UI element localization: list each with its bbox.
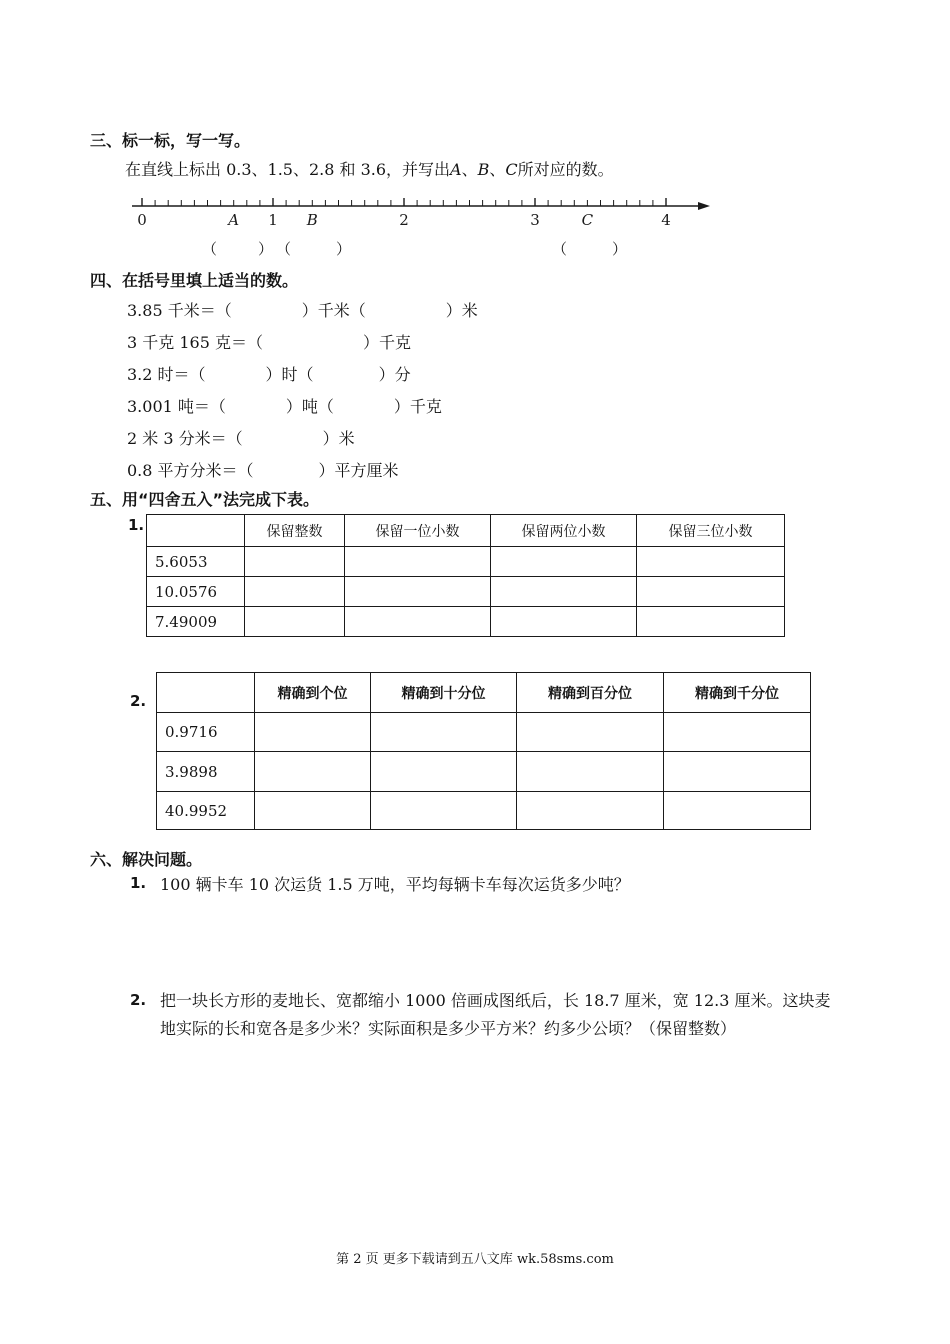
section6-title: 六、解决问题。	[90, 850, 203, 869]
table-row	[147, 607, 785, 637]
answer-cell[interactable]	[345, 577, 491, 607]
row-value: 40.9952	[157, 792, 255, 830]
answer-c-open: （	[552, 240, 568, 258]
header-1dp: 保留一位小数	[345, 515, 491, 547]
answer-cell[interactable]	[245, 547, 345, 577]
answer-cell[interactable]	[345, 547, 491, 577]
point-label-a: A	[228, 211, 240, 229]
answer-cell[interactable]	[517, 752, 664, 792]
number-line	[120, 190, 720, 235]
letter-c: C	[505, 160, 518, 179]
answer-cell[interactable]	[664, 752, 811, 792]
letter-b: B	[477, 160, 490, 179]
row-value: 0.9716	[157, 713, 255, 752]
axis-arrow	[698, 202, 710, 210]
q1-text: 100 辆卡车 10 次运货 1.5 万吨，平均每辆卡车每次运货多少吨？	[160, 875, 630, 894]
answer-cell[interactable]	[491, 607, 637, 637]
instruction-post: 所对应的数。	[517, 160, 614, 179]
answer-cell[interactable]	[517, 792, 664, 830]
table-row	[147, 547, 785, 577]
table2-label: 2.	[130, 692, 147, 710]
fill-line-4: 3.001 吨＝（ ）吨（ ）千克	[127, 397, 442, 416]
answer-cell[interactable]	[491, 577, 637, 607]
section3-instruction: 在直线上标出 0.3、1.5、2.8 和 3.6，并写出A、B、C所对应的数。	[125, 160, 614, 179]
answer-b-close: ）	[336, 240, 352, 258]
row-value: 3.9898	[157, 752, 255, 792]
rounding-table-1	[146, 514, 785, 637]
header-tenths: 精确到十分位	[371, 673, 517, 713]
answer-cell[interactable]	[637, 607, 785, 637]
answer-cell[interactable]	[517, 713, 664, 752]
answer-cell[interactable]	[664, 713, 811, 752]
header-2dp: 保留两位小数	[491, 515, 637, 547]
table1-label: 1.	[128, 516, 145, 534]
answer-cell[interactable]	[245, 577, 345, 607]
answer-cell[interactable]	[255, 792, 371, 830]
tick-label: 0	[137, 211, 147, 229]
fill-line-3: 3.2 时＝（ ）时（ ）分	[127, 365, 411, 384]
answer-cell[interactable]	[255, 752, 371, 792]
answer-cell[interactable]	[371, 713, 517, 752]
answer-cell[interactable]	[245, 607, 345, 637]
answer-cell[interactable]	[664, 792, 811, 830]
answer-cell[interactable]	[637, 577, 785, 607]
answer-cell[interactable]	[345, 607, 491, 637]
section5-title: 五、用“四舍五入”法完成下表。	[90, 490, 320, 509]
header-ones: 精确到个位	[255, 673, 371, 713]
tick-label: 2	[399, 211, 409, 229]
tick-label: 4	[661, 211, 671, 229]
fill-line-2: 3 千克 165 克＝（ ）千克	[127, 333, 411, 352]
fill-line-5: 2 米 3 分米＝（ ）米	[127, 429, 355, 448]
answer-a-open: （	[202, 240, 218, 258]
answer-cell[interactable]	[491, 547, 637, 577]
instruction-pre: 在直线上标出 0.3、1.5、2.8 和 3.6，并写出	[125, 160, 451, 179]
table-row	[157, 713, 811, 752]
table-row	[147, 577, 785, 607]
answer-cell[interactable]	[371, 752, 517, 792]
fill-line-1: 3.85 千米＝（ ）千米（ ）米	[127, 301, 478, 320]
row-value: 5.6053	[147, 547, 245, 577]
page-footer: 第 2 页 更多下载请到五八文库 wk.58sms.com	[336, 1252, 614, 1267]
row-value: 7.49009	[147, 607, 245, 637]
rounding-table-2	[156, 672, 811, 830]
answer-cell[interactable]	[255, 713, 371, 752]
q1-number: 1.	[130, 874, 147, 892]
table-row	[157, 792, 811, 830]
tick-label: 1	[268, 211, 278, 229]
header-hundredths: 精确到百分位	[517, 673, 664, 713]
answer-cell[interactable]	[637, 547, 785, 577]
letter-a: A	[450, 160, 462, 179]
table-row	[157, 752, 811, 792]
answer-b-open: （	[276, 240, 292, 258]
point-label-c: C	[581, 211, 594, 229]
header-3dp: 保留三位小数	[637, 515, 785, 547]
fill-line-6: 0.8 平方分米＝（ ）平方厘米	[127, 461, 399, 480]
header-thousandths: 精确到千分位	[664, 673, 811, 713]
answer-c-close: ）	[612, 240, 628, 258]
q2-text-line2: 地实际的长和宽各是多少米？实际面积是多少平方米？约多少公顷？（保留整数）	[160, 1019, 737, 1038]
point-label-b: B	[306, 211, 318, 229]
q2-text-line1: 把一块长方形的麦地长、宽都缩小 1000 倍画成图纸后，长 18.7 厘米，宽 12.3 厘米。这块麦	[160, 991, 831, 1010]
answer-cell[interactable]	[371, 792, 517, 830]
tick-label: 3	[530, 211, 540, 229]
section4-title: 四、在括号里填上适当的数。	[90, 271, 299, 290]
header-integer: 保留整数	[245, 515, 345, 547]
answer-a-close: ）	[258, 240, 274, 258]
section3-title: 三、标一标，写一写。	[90, 131, 251, 150]
row-value: 10.0576	[147, 577, 245, 607]
q2-number: 2.	[130, 991, 147, 1009]
